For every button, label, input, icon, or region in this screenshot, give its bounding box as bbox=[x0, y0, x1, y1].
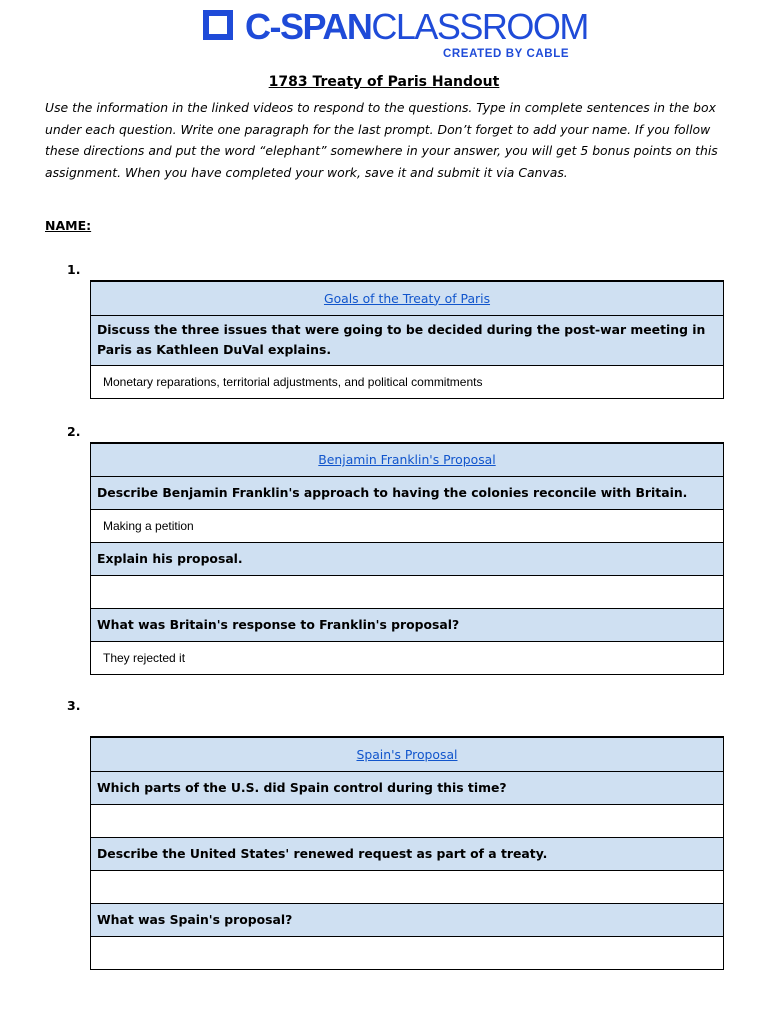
answer-box[interactable]: Monetary reparations, territorial adjustments, and political commitments bbox=[91, 365, 724, 398]
logo-tagline: CREATED BY CABLE bbox=[443, 48, 570, 60]
answer-box[interactable]: They rejected it bbox=[91, 641, 724, 674]
question-number-1: 1. bbox=[67, 262, 81, 277]
question-number-3: 3. bbox=[67, 698, 81, 713]
question-table-2 bbox=[90, 442, 724, 675]
answer-box[interactable] bbox=[91, 936, 724, 969]
answer-box[interactable] bbox=[91, 575, 724, 608]
logo-brand-light: CLASSROOM bbox=[371, 6, 588, 47]
question-number-2: 2. bbox=[67, 424, 81, 439]
logo-brand: C-SPAN bbox=[245, 6, 372, 47]
answer-box[interactable] bbox=[91, 870, 724, 903]
logo-square-icon bbox=[203, 10, 233, 40]
question-text: Which parts of the U.S. did Spain control during this time? bbox=[91, 771, 724, 804]
section-link-franklin[interactable]: Benjamin Franklin's Proposal bbox=[91, 443, 724, 476]
section-link-goals[interactable]: Goals of the Treaty of Paris bbox=[91, 281, 724, 315]
question-table-3 bbox=[90, 736, 724, 970]
section-link-spain[interactable]: Spain's Proposal bbox=[91, 737, 724, 771]
question-text: Describe the United States' renewed request as part of a treaty. bbox=[91, 837, 724, 870]
question-text: Explain his proposal. bbox=[91, 542, 724, 575]
instructions-paragraph: Use the information in the linked videos to respond to the questions. Type in complete sentences in the box under each question. Write one paragraph for the last prompt. Don’t forget to add your name. If you follow these directions and put the word “elephant” somewhere in your answer, you will get 5 bonus points on this assignment. When you have completed your work, save it and submit it via Canvas. bbox=[45, 100, 718, 180]
answer-box[interactable] bbox=[91, 804, 724, 837]
logo-wordmark bbox=[245, 5, 588, 49]
question-table-1 bbox=[90, 280, 724, 399]
question-text: Describe Benjamin Franklin's approach to having the colonies reconcile with Britain. bbox=[91, 476, 724, 509]
document-title: 1783 Treaty of Paris Handout bbox=[268, 74, 500, 90]
answer-box[interactable]: Making a petition bbox=[91, 509, 724, 542]
cspan-classroom-logo bbox=[203, 6, 588, 64]
question-text: Discuss the three issues that were going to be decided during the post-war meeting in Paris as Kathleen DuVal explains. bbox=[91, 315, 724, 365]
question-text: What was Britain's response to Franklin's proposal? bbox=[91, 608, 724, 641]
name-label: NAME: bbox=[45, 218, 92, 233]
question-text: What was Spain's proposal? bbox=[91, 903, 724, 936]
